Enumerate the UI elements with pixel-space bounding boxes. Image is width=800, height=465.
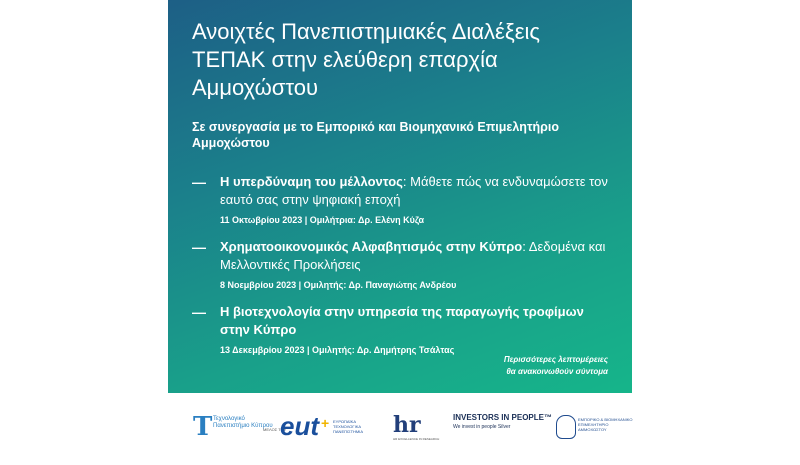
iip-logo-text: INVESTORS IN PEOPLE™ — [453, 413, 552, 422]
lecture-item — [192, 238, 612, 291]
lecture-title — [220, 303, 612, 339]
eut-logo-text: ΕΥΡΩΠΑΪΚΑ ΤΕΧΝΟΛΟΓΙΚΑ ΠΑΝΕΠΙΣΤΗΜΙΑ — [333, 419, 364, 434]
iip-logo-subtext: We invest in people Silver — [453, 424, 511, 430]
lecture-meta: 13 Δεκεμβρίου 2023 | Ομιλητής: Δρ. Δημήτρης Τσάλτας — [220, 345, 455, 355]
lecture-meta: 8 Νοεμβρίου 2023 | Ομιλητής: Δρ. Παναγιώτης Ανδρέου — [220, 280, 457, 290]
poster-subtitle: Σε συνεργασία με το Εμπορικό και Βιομηχανικό Επιμελητήριο Αμμοχώστου — [192, 120, 559, 150]
lecture-title-bold: Χρηματοοικονομικός Αλφαβητισμός στην Κύπρο — [220, 239, 523, 254]
dash-bullet: — — [192, 174, 206, 190]
hr-excellence-logo — [393, 413, 439, 441]
eut-logo-icon: eut — [280, 411, 319, 441]
lecture-meta: 11 Οκτωβρίου 2023 | Ομιλήτρια: Δρ. Ελένη Κύζα — [220, 215, 425, 225]
hr-logo-icon: hr — [393, 412, 421, 438]
eut-plus-icon: + — [321, 415, 330, 431]
lecture-title-bold: Η υπερδύναμη του μέλλοντος — [220, 174, 403, 189]
dash-bullet: — — [192, 239, 206, 255]
hr-logo-text: HR EXCELLENCE IN RESEARCH — [393, 437, 440, 441]
more-details-note — [504, 354, 608, 378]
chamber-emblem-icon — [556, 415, 576, 439]
lecture-title-rest: : Μάθετε πώς να ενδυναμώσετε τον εαυτό σας στην ψηφιακή εποχή — [220, 174, 608, 207]
investors-in-people-logo — [453, 413, 552, 430]
poster-title: Ανοιχτές Πανεπιστημιακές Διαλέξεις ΤΕΠΑΚ στην ελεύθερη επαρχία Αμμοχώστου — [192, 19, 540, 100]
lecture-item — [192, 303, 612, 356]
lecture-item — [192, 173, 612, 226]
tepak-logo-icon: Τ — [193, 412, 213, 442]
lecture-title-rest: : Δεδομένα και Μελλοντικές Προκλήσεις — [220, 239, 606, 272]
poster — [168, 0, 632, 393]
lecture-title-bold: Η βιοτεχνολογία στην υπηρεσία της παραγωγής τροφίμων στην Κύπρο — [220, 304, 584, 337]
tepak-logo-text: Τεχνολογικό Πανεπιστήμιο Κύπρου — [213, 416, 273, 429]
chamber-logo-text: ΕΜΠΟΡΙΚΟ & ΒΙΟΜΗΧΑΝΙΚΟ ΕΠΙΜΕΛΗΤΗΡΙΟ ΑΜΜΟΧΩΣΤΟΥ — [578, 417, 633, 432]
eut-member-text: ΜΕΛΟΣ ΤΟΥ — [263, 427, 287, 432]
note-line-2: θα ανακοινωθούν σύντομα — [506, 367, 608, 376]
logo-strip — [168, 405, 632, 455]
note-line-1: Περισσότερες λεπτομέρειες — [503, 355, 608, 364]
lecture-title — [220, 238, 612, 274]
dash-bullet: — — [192, 304, 206, 320]
lecture-title — [220, 173, 612, 209]
